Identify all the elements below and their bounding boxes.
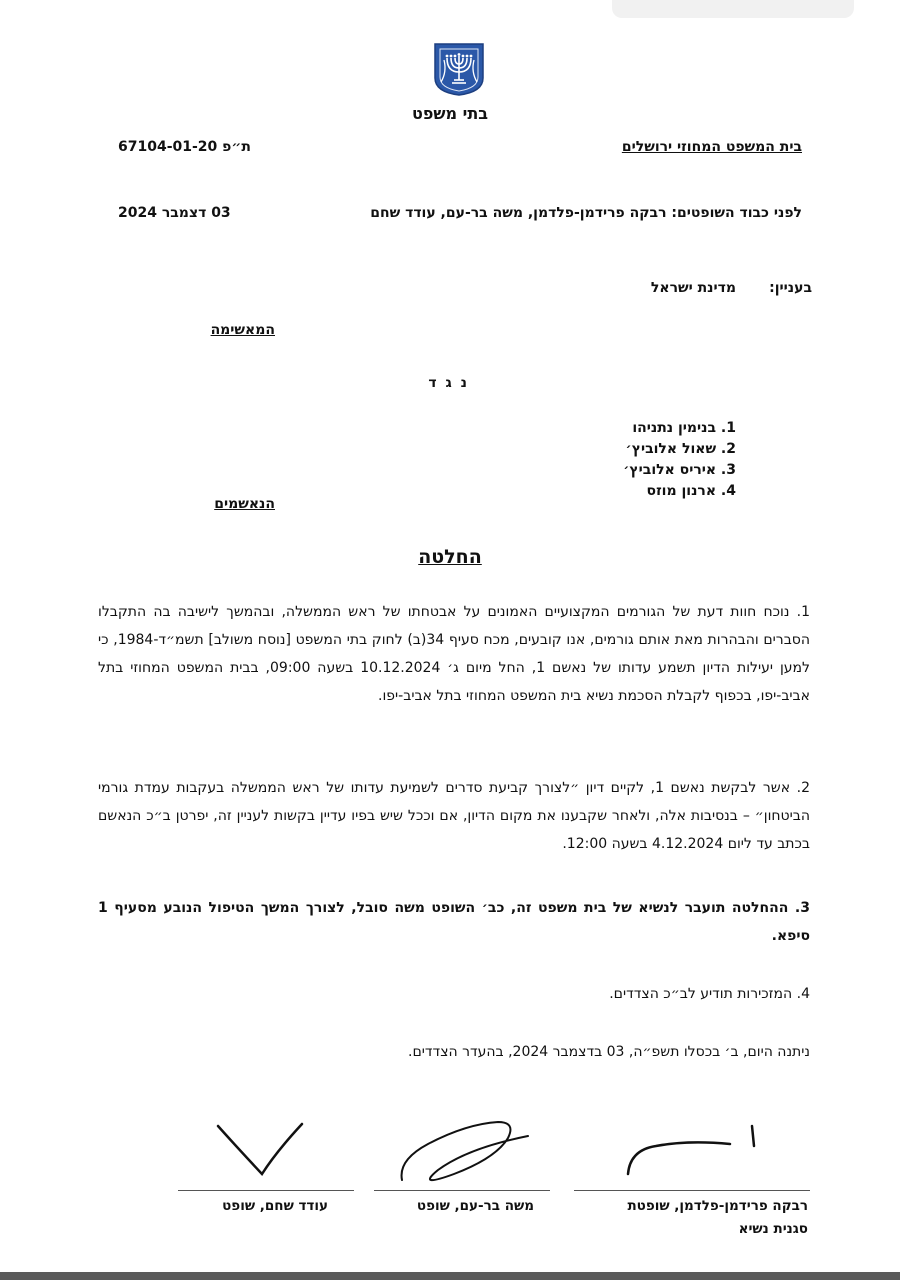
case-number: ת״פ 67104-01-20 [118,139,251,155]
defendants-list [623,418,736,502]
versus-label: נ ג ד [428,375,469,391]
bottom-edge-bar [0,1272,900,1280]
signatory-title-1: סגנית נשיא [738,1221,808,1237]
signature-mark-baram [388,1110,538,1192]
judges-line: לפני כבוד השופטים: רבקה פרידמן-פלדמן, משה בר-עם, עודד שחם [370,205,802,221]
signature-line [574,1190,810,1191]
signature-mark-shaham [210,1118,310,1182]
court-name: בית המשפט המחוזי ירושלים [621,139,802,155]
decision-paragraph-3: 3. ההחלטה תועבר לנשיא של בית משפט זה, כב׳ השופט משה סובל, לצורך המשך הטיפול הנובע מסעיף 1 סיפא. [98,900,810,944]
signature-line [374,1190,550,1191]
decision-title: החלטה [418,546,482,568]
signature-mark-friedman [618,1118,768,1180]
prosecution-role: המאשימה [210,322,275,338]
decision-paragraph-4: 4. המזכירות תודיע לב״כ הצדדים. [609,986,810,1002]
defendant-item: 2. שאול אלוביץ׳ [625,441,736,457]
signatory-name-1: רבקה פרידמן-פלדמן, שופטת [627,1198,808,1214]
court-system-title: בתי משפט [411,104,489,123]
defendants-role: הנאשמים [214,496,275,512]
defendant-item: 1. בנימין נתניהו [632,420,736,436]
decision-paragraph-2: 2. אשר לבקשת נאשם 1, לקיים דיון ״לצורך קביעת סדרים לשמיעת עדותו של ראש הממשלה בעקבות עמדת גורמי הביטחון״ – בנסיבות אלה, ולאחר שקבענו את מקום הדיון, אם וככל שיש בפיו עדיין בקשות לעניין זה, יפרטן ב״כ הנאשם בכתב עד ליום 4.12.2024 בשעה 12:00. [98,780,810,852]
signature-line [178,1190,354,1191]
matter-label: בעניין: [769,280,812,296]
decision-paragraph-1: 1. נוכח חוות דעת של הגורמים המקצועיים האמונים על אבטחתו של ראש הממשלה, ובהמשך לישיבה בה התקבלו הסברים והבהרות מאת אותם גורמים, אנו קובעים, מכח סעיף 34(ב) לחוק בתי המשפט [נוסח משולב] תשמ״ד-1984, כי למען יעילות הדיון תשמע עדותו של נאשם 1, החל מיום ג׳ 10.12.2024 בשעה 09:00, בבית המשפט המחוזי בתל אביב-יפו, בכפוף לקבלת הסכמת נשיא בית המשפט המחוזי בתל אביב-יפו. [98,604,811,704]
signatory-name-2: משה בר-עם, שופט [416,1198,534,1214]
defendant-item: 4. ארנון מוזס [646,483,736,499]
closing-line: ניתנה היום, ב׳ בכסלו תשפ״ה, 03 בדצמבר 2024, בהעדר הצדדים. [408,1044,810,1060]
signatory-name-3: עודד שחם, שופט [222,1198,328,1214]
decision-date: 03 דצמבר 2024 [118,205,231,221]
top-overlay-bar [612,0,854,18]
defendant-item: 3. איריס אלוביץ׳ [623,462,736,478]
prosecution-name: מדינת ישראל [650,280,736,296]
state-emblem-icon [433,42,485,96]
